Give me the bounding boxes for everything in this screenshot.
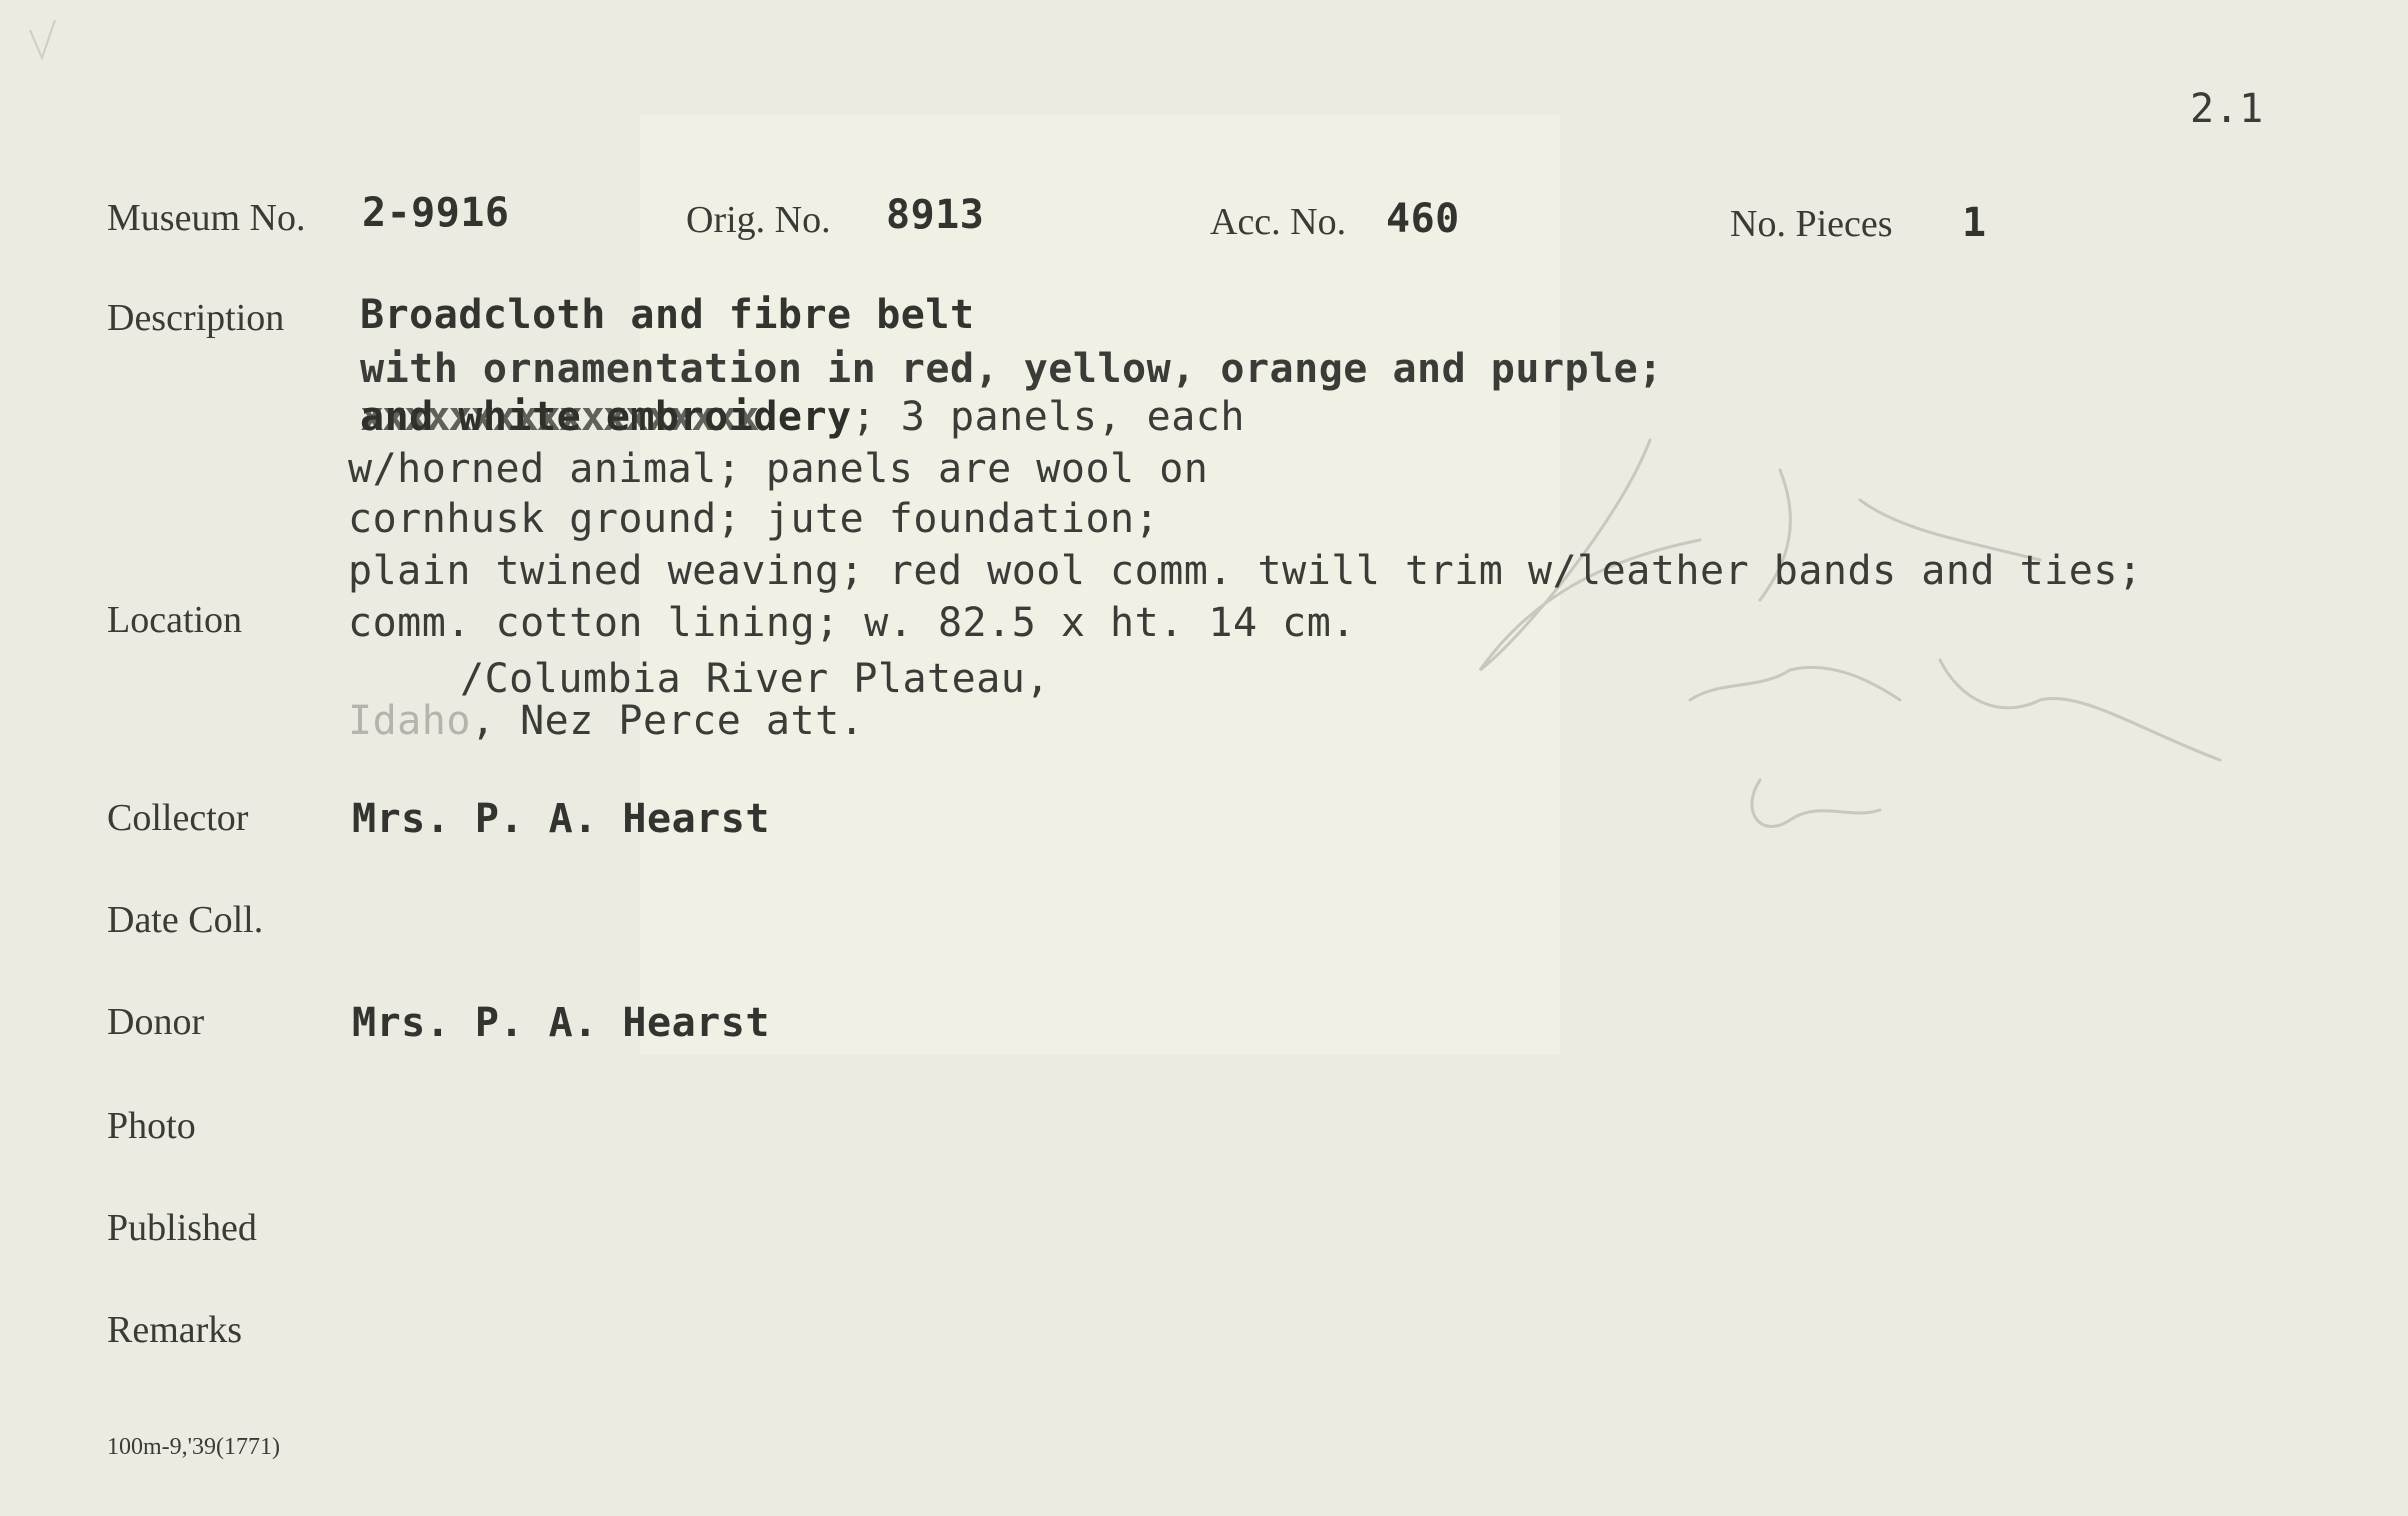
date-coll-label: Date Coll. xyxy=(107,899,264,941)
struck-out-text: and white embroidery xxxxxxxxxxxxxxxxxx xyxy=(360,394,852,440)
description-line-4: w/horned animal; panels are wool on xyxy=(348,446,1209,492)
description-line-7: comm. cotton lining; w. 82.5 x ht. 14 cm. xyxy=(348,600,1356,646)
no-pieces-value: 1 xyxy=(1962,200,1987,246)
description-line-6: plain twined weaving; red wool comm. twill trim w/leather bands and ties; xyxy=(348,548,2143,594)
collector-label: Collector xyxy=(107,797,249,839)
acc-no-value: 460 xyxy=(1386,196,1460,242)
orig-no-label: Orig. No. xyxy=(686,199,831,241)
description-line-1: Broadcloth and fibre belt xyxy=(360,292,975,338)
location-line-2-text: , Nez Perce att. xyxy=(470,698,865,744)
no-pieces-label: No. Pieces xyxy=(1730,203,1893,245)
description-line-2 xyxy=(360,346,1663,392)
location-line-2 xyxy=(348,698,864,744)
description-line-3 xyxy=(360,394,1245,440)
orig-no-value: 8913 xyxy=(886,192,985,238)
card-number: 2.1 xyxy=(2190,86,2264,132)
description-line-2-text: with ornamentation in red, yellow, orange and purple; xyxy=(360,346,1663,392)
photo-label: Photo xyxy=(107,1105,196,1147)
donor-value: Mrs. P. A. Hearst xyxy=(352,1000,770,1046)
donor-label: Donor xyxy=(107,1001,205,1043)
print-code: 100m-9,'39(1771) xyxy=(107,1434,280,1460)
museum-no-value: 2-9916 xyxy=(362,190,510,236)
museum-no-label: Museum No. xyxy=(107,197,306,239)
acc-no-label: Acc. No. xyxy=(1210,201,1347,243)
location-label: Location xyxy=(107,599,243,641)
location-faded-prefix: Idaho xyxy=(348,698,471,744)
description-label: Description xyxy=(107,297,285,339)
location-line-1: /Columbia River Plateau, xyxy=(460,656,1050,702)
collector-value: Mrs. P. A. Hearst xyxy=(352,796,770,842)
published-label: Published xyxy=(107,1207,257,1249)
remarks-label: Remarks xyxy=(107,1309,243,1351)
description-line-5: cornhusk ground; jute foundation; xyxy=(348,496,1160,542)
description-line-3-text: ; 3 panels, each xyxy=(851,394,1245,440)
